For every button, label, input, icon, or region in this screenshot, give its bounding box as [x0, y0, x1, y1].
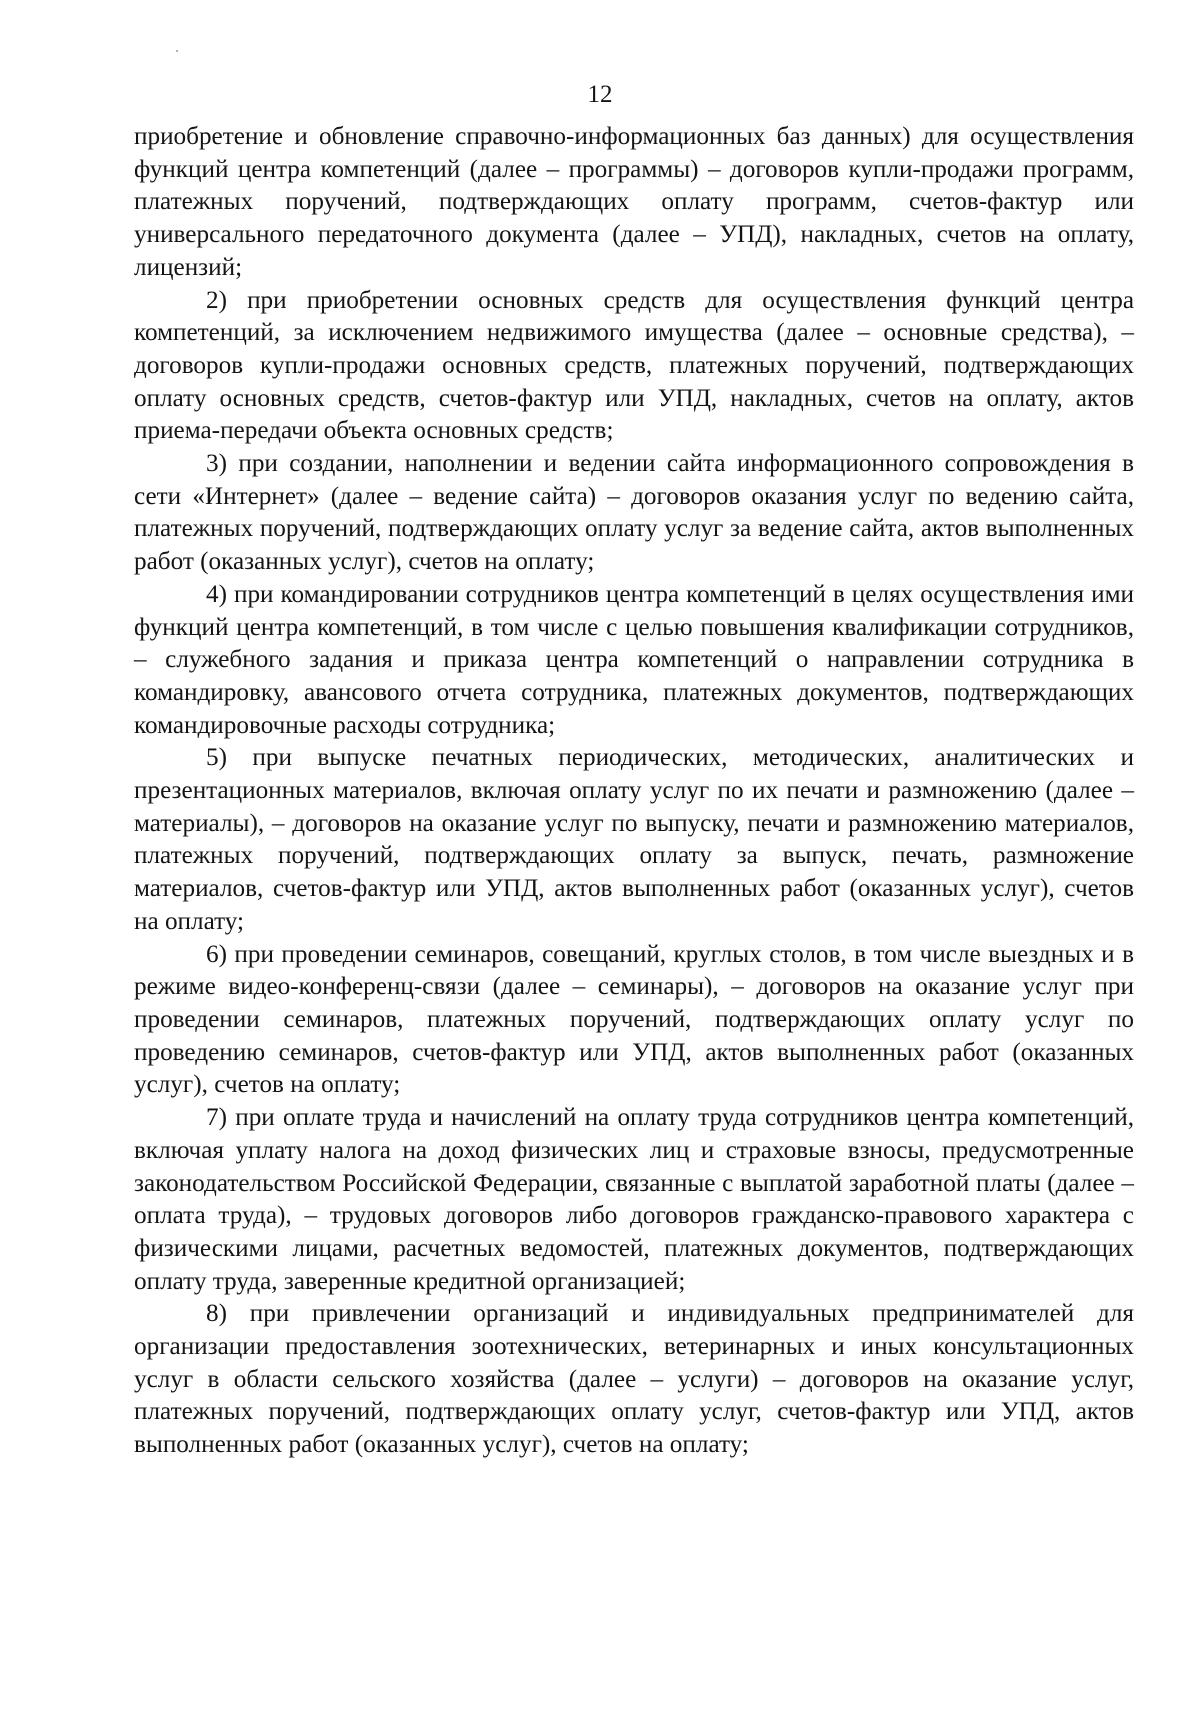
paragraph-continuation: приобретение и обновление справочно-информационных баз данных) для осуществления функций центра компетенций (далее – программы) – договоров купли-продажи программ, платежных поручений, подтверждающих оплату программ, счетов-фактур или универсального передаточного документа (далее – УПД), накладных, счетов на оплату, лицензий;: [134, 123, 1134, 281]
paragraph-item-5: 5) при выпуске печатных периодических, методических, аналитических и презентационных материалов, включая оплату услуг по их печати и размножению (далее – материалы), – договоров на оказание услуг по выпуску, печати и размножению материалов, платежных поручений, подтверждающих оплату за выпуск, печать, размножение материалов, счетов-фактур или УПД, актов выполненных работ (оказанных услуг), счетов на оплату;: [134, 744, 1134, 935]
paragraph-item-6: 6) при проведении семинаров, совещаний, круглых столов, в том числе выездных и в режиме видео-конференц-связи (далее – семинары), – договоров на оказание услуг при проведении семинаров, платежных поручений, подтверждающих оплату услуг по проведению семинаров, счетов-фактур или УПД, актов выполненных работ (оказанных услуг), счетов на оплату;: [134, 940, 1134, 1099]
scan-speck: [176, 50, 178, 52]
page-number: 12: [587, 81, 613, 108]
paragraph-item-7: 7) при оплате труда и начислений на оплату труда сотрудников центра компетенций, включая уплату налога на доход физических лиц и страховые взносы, предусмотренные законодательством Российской Федерации, связанные с выплатой заработной платы (далее – оплата труда), – трудовых договоров либо договоров гражданско-правового характера с физическими лицами, расчетных ведомостей, платежных документов, подтверждающих оплату труда, заверенные кредитной организацией;: [134, 1104, 1134, 1295]
paragraph-item-2: 2) при приобретении основных средств для осуществления функций центра компетенций, за исключением недвижимого имущества (далее – основные средства), – договоров купли-продажи основных средств, платежных поручений, подтверждающих оплату основных средств, счетов-фактур или УПД, накладных, счетов на оплату, актов приема-передачи объекта основных средств;: [134, 286, 1134, 445]
document-body: [134, 121, 1134, 1462]
paragraph-item-8: 8) при привлечении организаций и индивидуальных предпринимателей для организации предоставления зоотехнических, ветеринарных и иных консультационных услуг в области сельского хозяйства (далее – услуги) – договоров на оказание услуг, платежных поручений, подтверждающих оплату услуг, счетов-фактур или УПД, актов выполненных работ (оказанных услуг), счетов на оплату;: [134, 1300, 1134, 1459]
paragraph-item-3: 3) при создании, наполнении и ведении сайта информационного сопровождения в сети «Интернет» (далее – ведение сайта) – договоров оказания услуг по ведению сайта, платежных поручений, подтверждающих оплату услуг за ведение сайта, актов выполненных работ (оказанных услуг), счетов на оплату;: [134, 450, 1134, 576]
paragraph-item-4: 4) при командировании сотрудников центра компетенций в целях осуществления ими функций центра компетенций, в том числе с целью повышения квалификации сотрудников, – служебного задания и приказа центра компетенций о направлении сотрудника в командировку, авансового отчета сотрудника, платежных документов, подтверждающих командировочные расходы сотрудника;: [134, 580, 1134, 739]
